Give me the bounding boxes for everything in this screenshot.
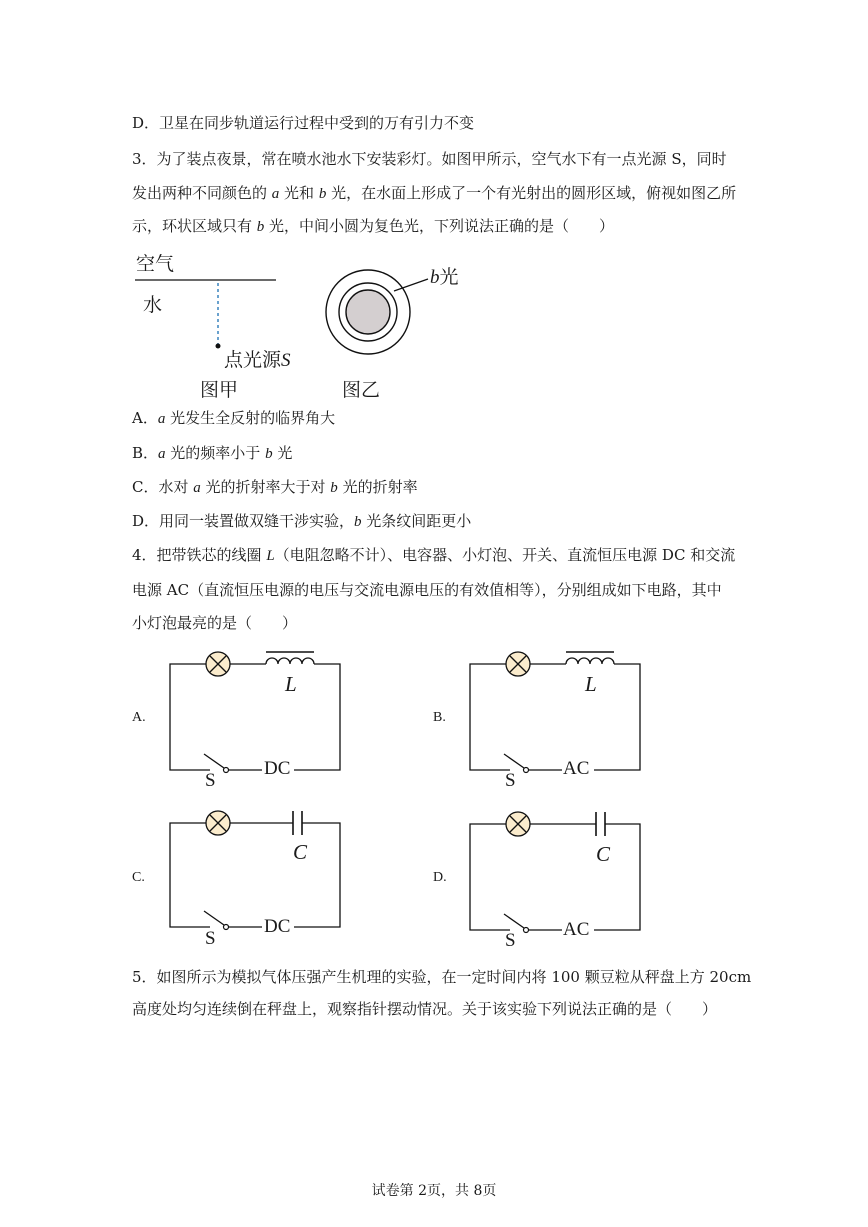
option-c-label: C. [132,870,145,885]
option-b-label: B. [433,710,446,725]
inductor-label-a: L [285,672,297,696]
source-label-d: AC [563,919,590,940]
option-a-label: A. [132,710,146,725]
water-label: 水 [143,294,163,316]
switch-label-c: S [205,928,216,949]
b-light-label: b光 [430,266,459,288]
q3-option-a: A．a 光发生全反射的临界角大 [132,409,336,427]
q3-option-c: C．水对 a 光的折射率大于对 b 光的折射率 [132,478,418,496]
q3-stem-line2: 发出两种不同颜色的 a 光和 b 光，在水面上形成了一个有光射出的圆形区域，俯视如图乙所 [132,184,737,202]
q3-option-b: B．a 光的频率小于 b 光 [132,444,293,462]
lamp-icon [206,811,230,835]
source-label-b: AC [563,758,590,779]
q5-stem-line2: 高度处均匀连续倒在秤盘上，观察指针摆动情况。关于该实验下列说法正确的是（ ） [132,1000,718,1018]
capacitor-label-d: C [596,842,611,866]
capacitor-label-c: C [293,840,308,864]
point-source-label: 点光源S [224,349,291,371]
air-label: 空气 [136,253,175,275]
switch-label-b: S [505,770,516,791]
q2-option-d: D．卫星在同步轨道运行过程中受到的万有引力不变 [132,114,475,132]
circuit-d [470,812,640,933]
q3-stem-line1: 3．为了装点夜景，常在喷水池水下安装彩灯。如图甲所示，空气水下有一点光源 S，同时 [132,150,727,168]
q5-stem-line1: 5．如图所示为模拟气体压强产生机理的实验，在一定时间内将 100 颗豆粒从秤盘上方 20cm [132,968,752,986]
lamp-icon [506,812,530,836]
q4-stem-line2: 电源 AC（直流恒压电源的电压与交流电源电压的有效值相等），分别组成如下电路，其中 [132,581,722,599]
lamp-icon [506,652,530,676]
inductor-label-b: L [585,672,597,696]
q4-stem-line1: 4．把带铁芯的线圈 L（电阻忽略不计）、电容器、小灯泡、开关、直流恒压电源 DC 和交流 [132,546,736,564]
circuit-a [170,652,340,773]
source-label-a: DC [264,758,291,779]
q3-option-d: D．用同一装置做双缝干涉实验，b 光条纹间距更小 [132,512,472,530]
q3-stem-line3: 示，环状区域只有 b 光，中间小圆为复色光，下列说法正确的是（ ） [132,217,615,235]
source-label-c: DC [264,916,291,937]
lamp-icon [206,652,230,676]
switch-label-a: S [205,770,216,791]
page-footer: 试卷第 2页，共 8页 [371,1183,497,1199]
figure-a-caption: 图甲 [200,379,239,401]
option-d-label: D. [433,870,447,885]
circuit-c [170,811,340,930]
q4-stem-line3: 小灯泡最亮的是（ ） [132,614,298,632]
circuit-b [470,652,640,773]
switch-label-d: S [505,930,516,951]
figure-b-caption: 图乙 [342,379,381,401]
